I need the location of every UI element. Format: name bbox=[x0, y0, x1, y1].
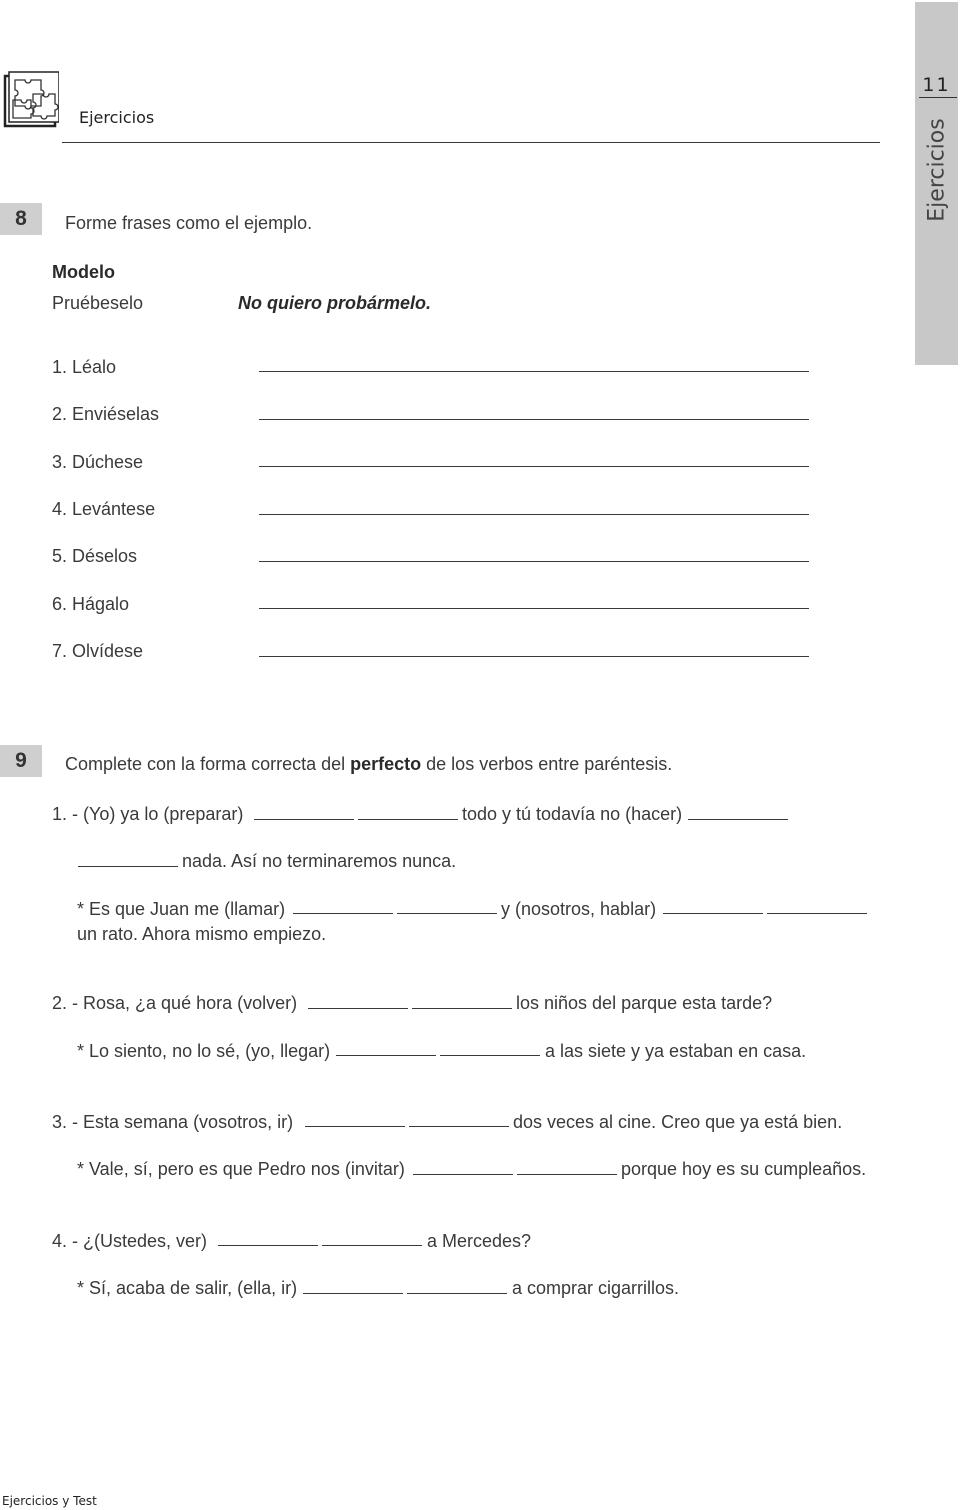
ex8-answer-blank[interactable] bbox=[259, 419, 809, 420]
ex9-item1-reply: * Es que Juan me (llamar) bbox=[77, 899, 286, 919]
ex8-answer-blank[interactable] bbox=[259, 466, 809, 467]
ex9-item3-text: dos veces al cine. Creo que ya está bien. bbox=[513, 1112, 843, 1132]
ex9-blank[interactable] bbox=[412, 1008, 512, 1009]
ex8-item: 4. Levántese bbox=[52, 499, 156, 519]
ex8-item: 7. Olvídese bbox=[52, 641, 144, 661]
ex9-blank[interactable] bbox=[293, 913, 393, 914]
ex8-item: 1. Léalo bbox=[52, 357, 117, 377]
ex9-blank[interactable] bbox=[440, 1055, 540, 1056]
ex9-item1-text: todo y tú todavía no (hacer) bbox=[462, 804, 683, 824]
header-title: Ejercicios bbox=[79, 108, 155, 127]
ex9-blank[interactable] bbox=[663, 913, 763, 914]
ex9-item4-line-a: 4. - ¿(Ustedes, ver) bbox=[52, 1231, 208, 1251]
ex9-item2-text: los niños del parque esta tarde? bbox=[516, 993, 773, 1013]
ex8-answer-blank[interactable] bbox=[259, 514, 809, 515]
modelo-label: Modelo bbox=[52, 262, 115, 282]
ex9-blank[interactable] bbox=[218, 1245, 318, 1246]
ex9-blank[interactable] bbox=[397, 913, 497, 914]
ex9-item3-text: porque hoy es su cumpleaños. bbox=[621, 1159, 867, 1179]
ex9-item4-text: a Mercedes? bbox=[427, 1231, 532, 1251]
ex8-item: 5. Déselos bbox=[52, 546, 138, 566]
ex9-blank[interactable] bbox=[413, 1174, 513, 1175]
ex9-item2-reply: * Lo siento, no lo sé, (yo, llegar) bbox=[77, 1041, 331, 1061]
ex8-answer-blank[interactable] bbox=[259, 561, 809, 562]
ex9-item4-reply: * Sí, acaba de salir, (ella, ir) bbox=[77, 1278, 298, 1298]
ex9-item3-line-a: 3. - Esta semana (vosotros, ir) bbox=[52, 1112, 294, 1132]
ex8-item: 2. Enviéselas bbox=[52, 404, 160, 424]
ex9-item4-text: a comprar cigarrillos. bbox=[512, 1278, 680, 1298]
ex9-blank[interactable] bbox=[305, 1126, 405, 1127]
ex9-item2-text: a las siete y ya estaban en casa. bbox=[545, 1041, 807, 1061]
side-label: Ejercicios bbox=[924, 118, 949, 222]
ex9-blank[interactable] bbox=[336, 1055, 436, 1056]
header-rule bbox=[62, 142, 880, 143]
ex9-blank[interactable] bbox=[322, 1245, 422, 1246]
ex9-item2-line-a: 2. - Rosa, ¿a qué hora (volver) bbox=[52, 993, 298, 1013]
exercise-9-instruction: Complete con la forma correcta del perfecto de los verbos entre paréntesis. bbox=[65, 754, 673, 774]
ex9-item1-text: y (nosotros, hablar) bbox=[501, 899, 657, 919]
ex8-answer-blank[interactable] bbox=[259, 608, 809, 609]
ex9-blank[interactable] bbox=[254, 819, 354, 820]
ex9-blank[interactable] bbox=[517, 1174, 617, 1175]
modelo-answer: No quiero probármelo. bbox=[238, 293, 432, 313]
page-number-rule bbox=[919, 97, 957, 98]
ex9-blank[interactable] bbox=[358, 819, 458, 820]
exercise-9-number: 9 bbox=[0, 745, 42, 777]
modelo-prompt: Pruébeselo bbox=[52, 293, 144, 313]
ex9-blank[interactable] bbox=[303, 1293, 403, 1294]
ex9-blank[interactable] bbox=[407, 1293, 507, 1294]
ex9-blank[interactable] bbox=[308, 1008, 408, 1009]
ex9-blank[interactable] bbox=[409, 1126, 509, 1127]
ex8-answer-blank[interactable] bbox=[259, 371, 809, 372]
footer-text: Ejercicios y Test bbox=[2, 1494, 97, 1508]
ex9-blank[interactable] bbox=[78, 866, 178, 867]
exercise-8-number: 8 bbox=[0, 203, 42, 235]
ex8-answer-blank[interactable] bbox=[259, 656, 809, 657]
ex9-item3-reply: * Vale, sí, pero es que Pedro nos (invitar) bbox=[77, 1159, 405, 1179]
side-tab bbox=[915, 2, 958, 365]
ex9-item1-text: un rato. Ahora mismo empiezo. bbox=[77, 924, 327, 944]
ex8-item: 3. Dúchese bbox=[52, 452, 144, 472]
ex9-item1-line-a: 1. - (Yo) ya lo (preparar) bbox=[52, 804, 244, 824]
ex9-item1-text: nada. Así no terminaremos nunca. bbox=[182, 851, 457, 871]
ex9-blank[interactable] bbox=[767, 913, 867, 914]
page-number: 11 bbox=[922, 74, 951, 96]
puzzle-logo-icon bbox=[3, 70, 59, 128]
ex8-item: 6. Hágalo bbox=[52, 594, 130, 614]
ex9-blank[interactable] bbox=[688, 819, 788, 820]
exercise-8-instruction: Forme frases como el ejemplo. bbox=[65, 213, 313, 233]
